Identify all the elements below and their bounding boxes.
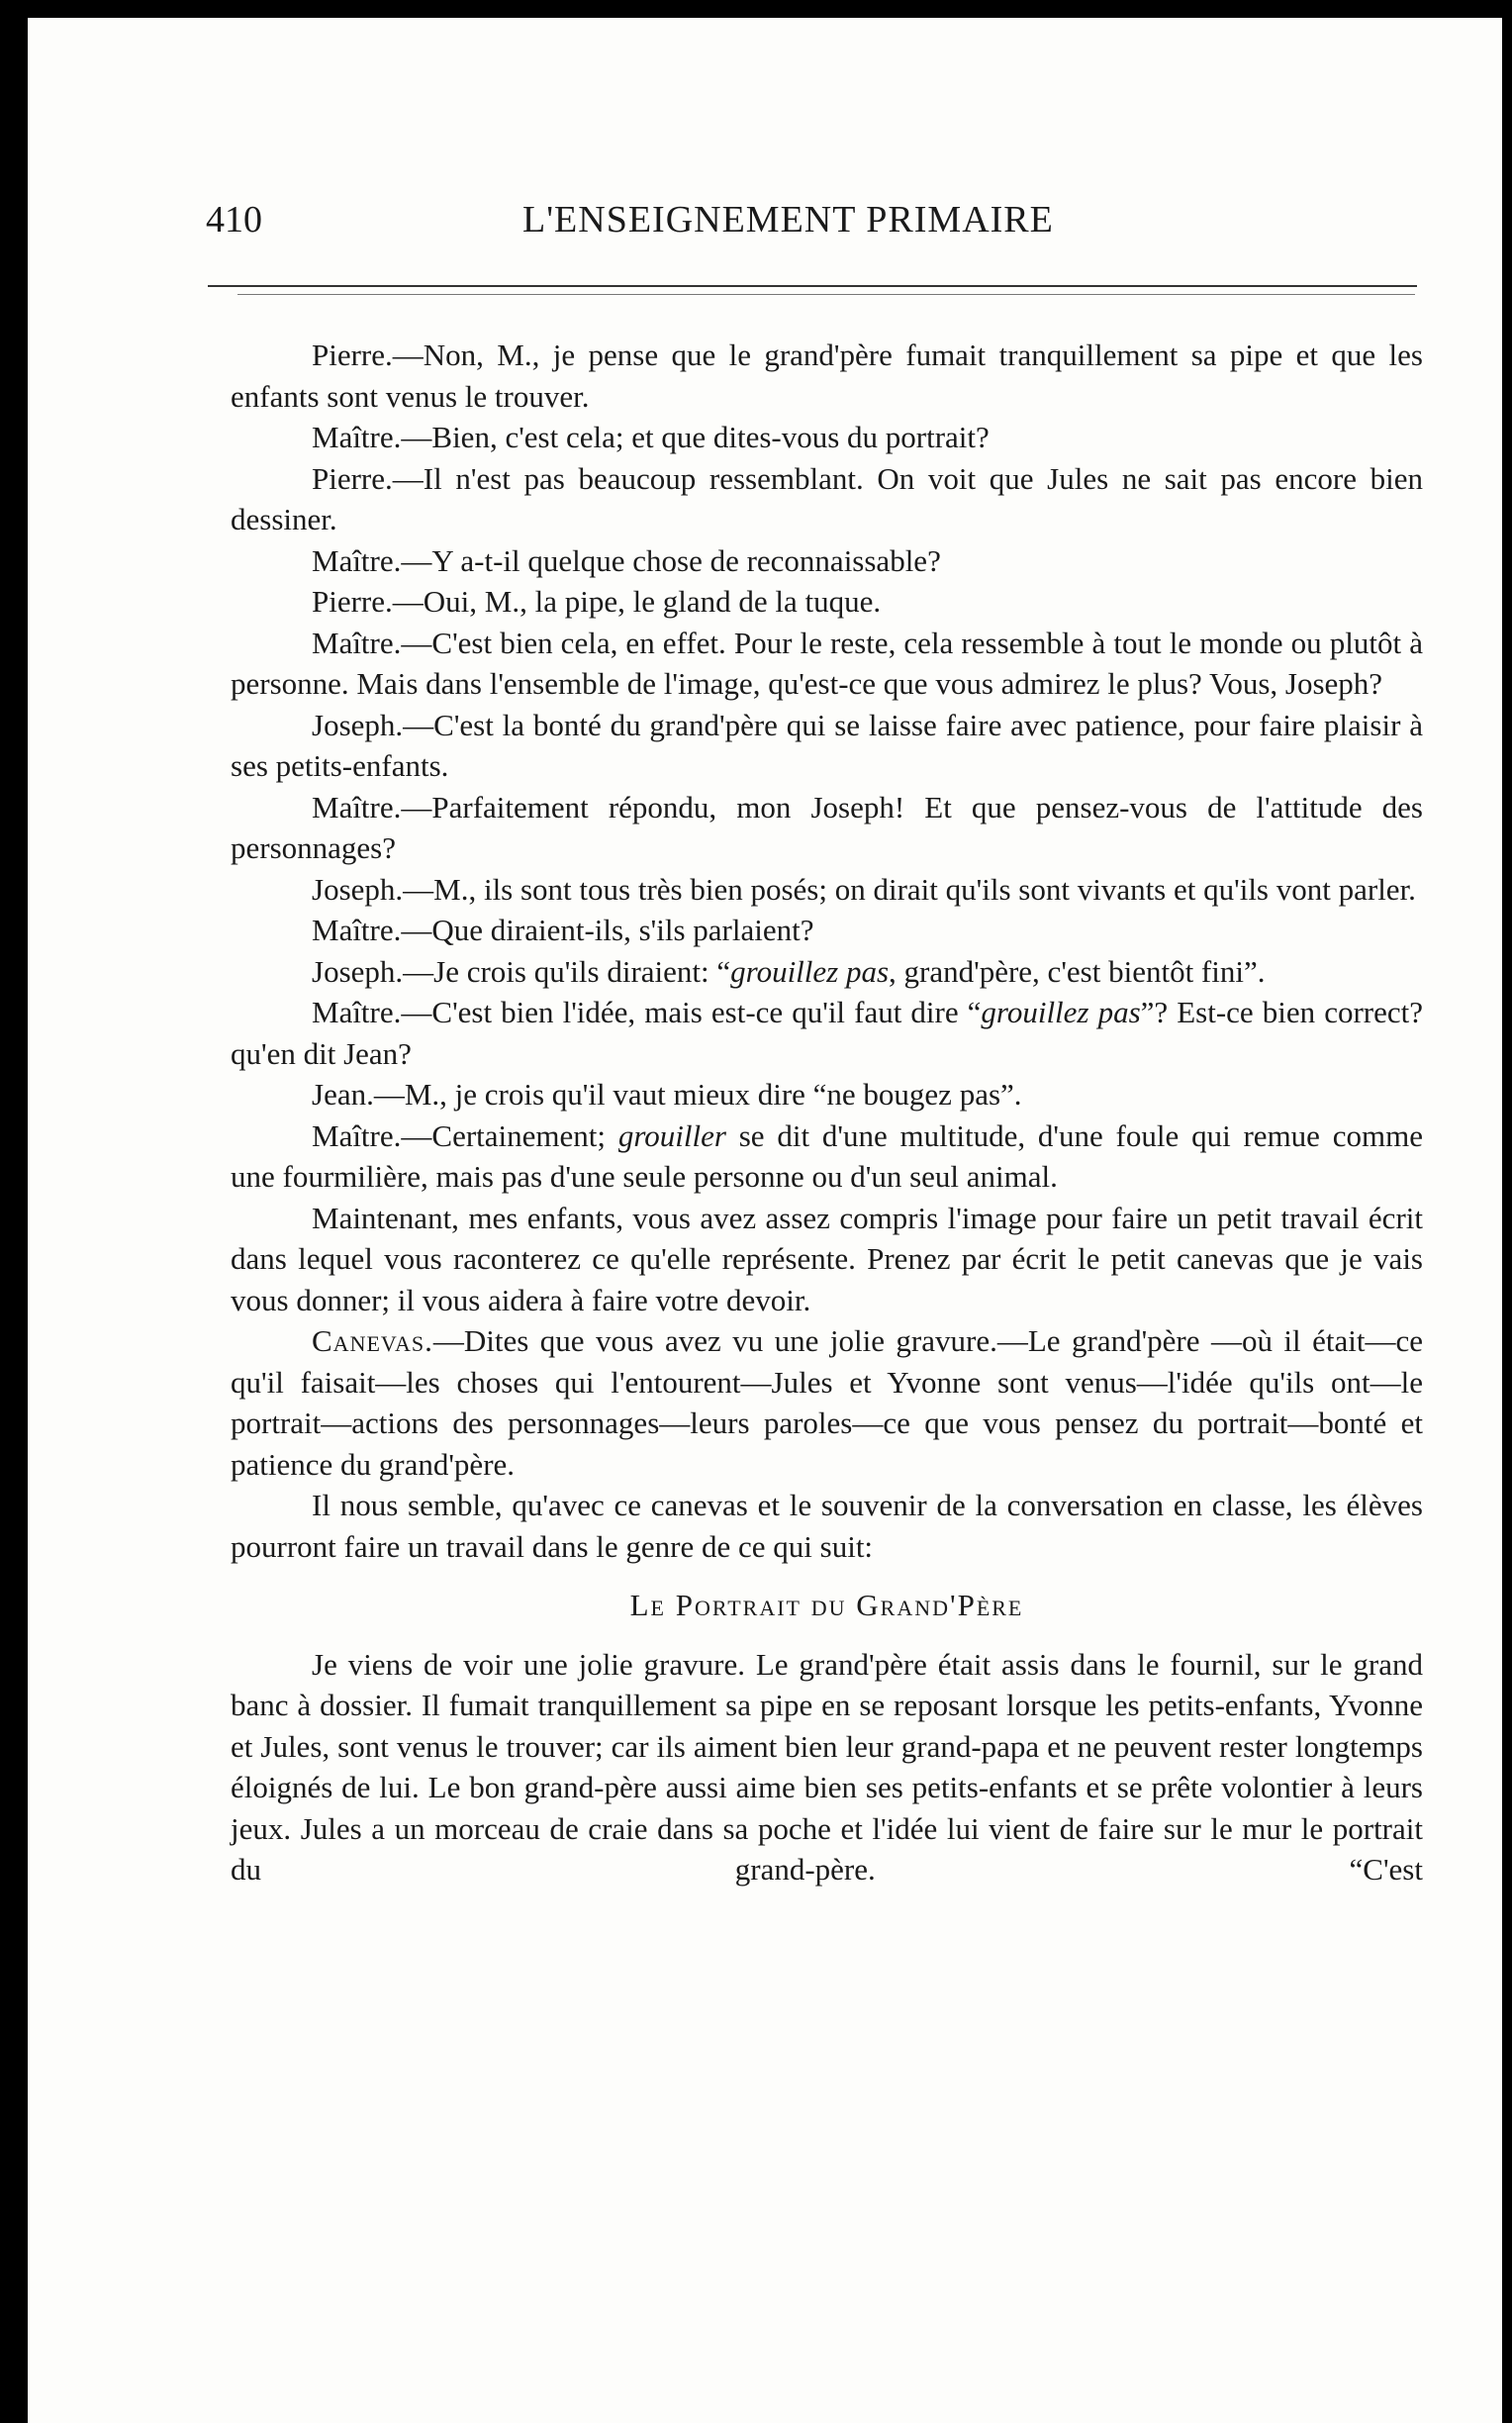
speech: —C'est la bonté du grand'père qui se laisse faire avec patience, pour faire plaisir à ses petits-enfants. bbox=[231, 707, 1423, 783]
canevas-text: —Dites que vous avez vu une jolie gravure.—Le grand'père —où il était—ce qu'il faisait—les choses qui l'entourent—Jules et Yvonne sont venus—l'idée qu'ils ont—le portrait—actions des personnages—leurs paroles—ce que vous pensez du portrait—bonté et patience du grand'père. bbox=[231, 1323, 1423, 1482]
speech: —M., je crois qu'il vaut mieux dire “ne bougez pas”. bbox=[373, 1077, 1022, 1112]
italic-phrase: grouillez pas bbox=[981, 995, 1141, 1029]
speaker: Joseph. bbox=[312, 871, 404, 907]
speech: —M., ils sont tous très bien posés; on dirait qu'ils sont vivants et qu'ils vont parler. bbox=[403, 871, 1416, 907]
speaker: Maître. bbox=[312, 1117, 402, 1153]
speech: —Y a-t-il quelque chose de reconnaissable? bbox=[401, 542, 941, 578]
body-paragraph bbox=[231, 1485, 1423, 1567]
speaker: Maître. bbox=[312, 913, 402, 947]
dialogue-paragraph bbox=[231, 705, 1423, 787]
speaker: Pierre. bbox=[312, 584, 393, 619]
speaker: Jean. bbox=[312, 1077, 374, 1112]
speech: —Oui, M., la pipe, le gland de la tuque. bbox=[392, 584, 882, 619]
speech: —C'est bien cela, en effet. Pour le reste, cela ressemble à tout le monde ou plutôt à personne. Mais dans l'ensemble de l'image, qu'est-ce que vous admirez le plus? Vous, Joseph? bbox=[231, 625, 1423, 701]
speaker: Joseph. bbox=[312, 707, 404, 742]
speech: —Parfaitement répondu, mon Joseph! Et que pensez-vous de l'attitude des personnages? bbox=[231, 789, 1423, 865]
dialogue-paragraph bbox=[231, 869, 1423, 911]
speaker: Maître. bbox=[312, 995, 402, 1029]
speech: , grand'père, c'est bientôt fini”. bbox=[889, 953, 1266, 989]
speech: —Bien, c'est cela; et que dites-vous du portrait? bbox=[401, 420, 990, 454]
speaker: Maître. bbox=[312, 542, 402, 578]
speech: —Il n'est pas beaucoup ressemblant. On voit que Jules ne sait pas encore bien dessiner. bbox=[231, 460, 1423, 536]
speech: —Certainement; bbox=[401, 1117, 618, 1153]
dialogue-paragraph bbox=[231, 458, 1423, 540]
italic-phrase: grouillez pas bbox=[730, 953, 890, 989]
speech: —C'est bien l'idée, mais est-ce qu'il faut dire “ bbox=[401, 995, 982, 1029]
speech: —Je crois qu'ils diraient: “ bbox=[403, 953, 731, 989]
speaker: Pierre. bbox=[312, 460, 393, 496]
speech: ”? Est-ce bien correct? qu'en dit Jean? bbox=[231, 995, 1424, 1071]
speaker: Pierre. bbox=[312, 338, 393, 372]
closing-paragraph: Je viens de voir une jolie gravure. Le grand'père était assis dans le fournil, sur le grand banc à dossier. Il fumait tranquillement sa pipe en se reposant lorsque les petits-enfants, Yvonne et Jules, sont venus le trouver; car ils aiment bien leur grand-papa et ne peuvent rester longtemps éloignés de lui. Le bon grand-père aussi aime bien ses petits-enfants et se prête volontier à leurs jeux. Jules a un morceau de craie dans sa poche et l'idée lui vient de faire sur le mur le portrait du grand-père. “C'est bbox=[231, 1646, 1423, 1887]
running-header bbox=[206, 186, 1423, 255]
running-title: L'ENSEIGNEMENT PRIMAIRE bbox=[522, 199, 1054, 241]
body-paragraph bbox=[231, 1198, 1423, 1321]
speaker: Joseph. bbox=[312, 953, 404, 989]
header-rule-secondary bbox=[237, 294, 1415, 295]
dialogue-paragraph bbox=[231, 335, 1423, 417]
dialogue-paragraph bbox=[231, 623, 1423, 705]
dialogue-paragraph bbox=[231, 540, 1423, 582]
italic-word: grouiller bbox=[617, 1117, 726, 1153]
paragraph-text: Maintenant, mes enfants, vous avez assez compris l'image pour faire un petit travail écrit dans lequel vous raconterez ce qu'elle représente. Prenez par écrit le petit canevas que je vais vous donner; il vous aidera à faire votre devoir. bbox=[231, 1200, 1423, 1317]
header-rule bbox=[208, 285, 1417, 287]
paragraph-text: Il nous semble, qu'avec ce canevas et le souvenir de la conversation en classe, les élèves pourront faire un travail dans le genre de ce qui suit: bbox=[231, 1488, 1423, 1564]
dialogue-paragraph bbox=[231, 951, 1423, 993]
speech: —Que diraient-ils, s'ils parlaient? bbox=[401, 913, 814, 947]
speaker: Maître. bbox=[312, 789, 402, 824]
dialogue-paragraph bbox=[231, 581, 1423, 623]
dialogue-paragraph bbox=[231, 910, 1423, 951]
section-heading: Le Portrait du Grand'Père bbox=[629, 1588, 1024, 1622]
dialogue-paragraph bbox=[231, 1115, 1423, 1198]
dialogue-paragraph bbox=[231, 992, 1423, 1074]
speaker: Maître. bbox=[312, 420, 402, 454]
speech: se dit d'une multitude, d'une foule qui remue comme une fourmilière, mais pas d'une seule personne ou d'un seul animal. bbox=[231, 1117, 1423, 1194]
canevas-paragraph bbox=[231, 1320, 1423, 1485]
dialogue-paragraph bbox=[231, 1074, 1423, 1115]
dialogue-paragraph bbox=[231, 417, 1423, 458]
dialogue-paragraph bbox=[231, 787, 1423, 869]
page-number: 410 bbox=[206, 199, 262, 241]
speaker: Maître. bbox=[312, 625, 402, 660]
page-body bbox=[231, 335, 1423, 1890]
speech: —Non, M., je pense que le grand'père fumait tranquillement sa pipe et que les enfants sont venus le trouver. bbox=[231, 338, 1423, 414]
canevas-label: Canevas. bbox=[312, 1323, 433, 1358]
